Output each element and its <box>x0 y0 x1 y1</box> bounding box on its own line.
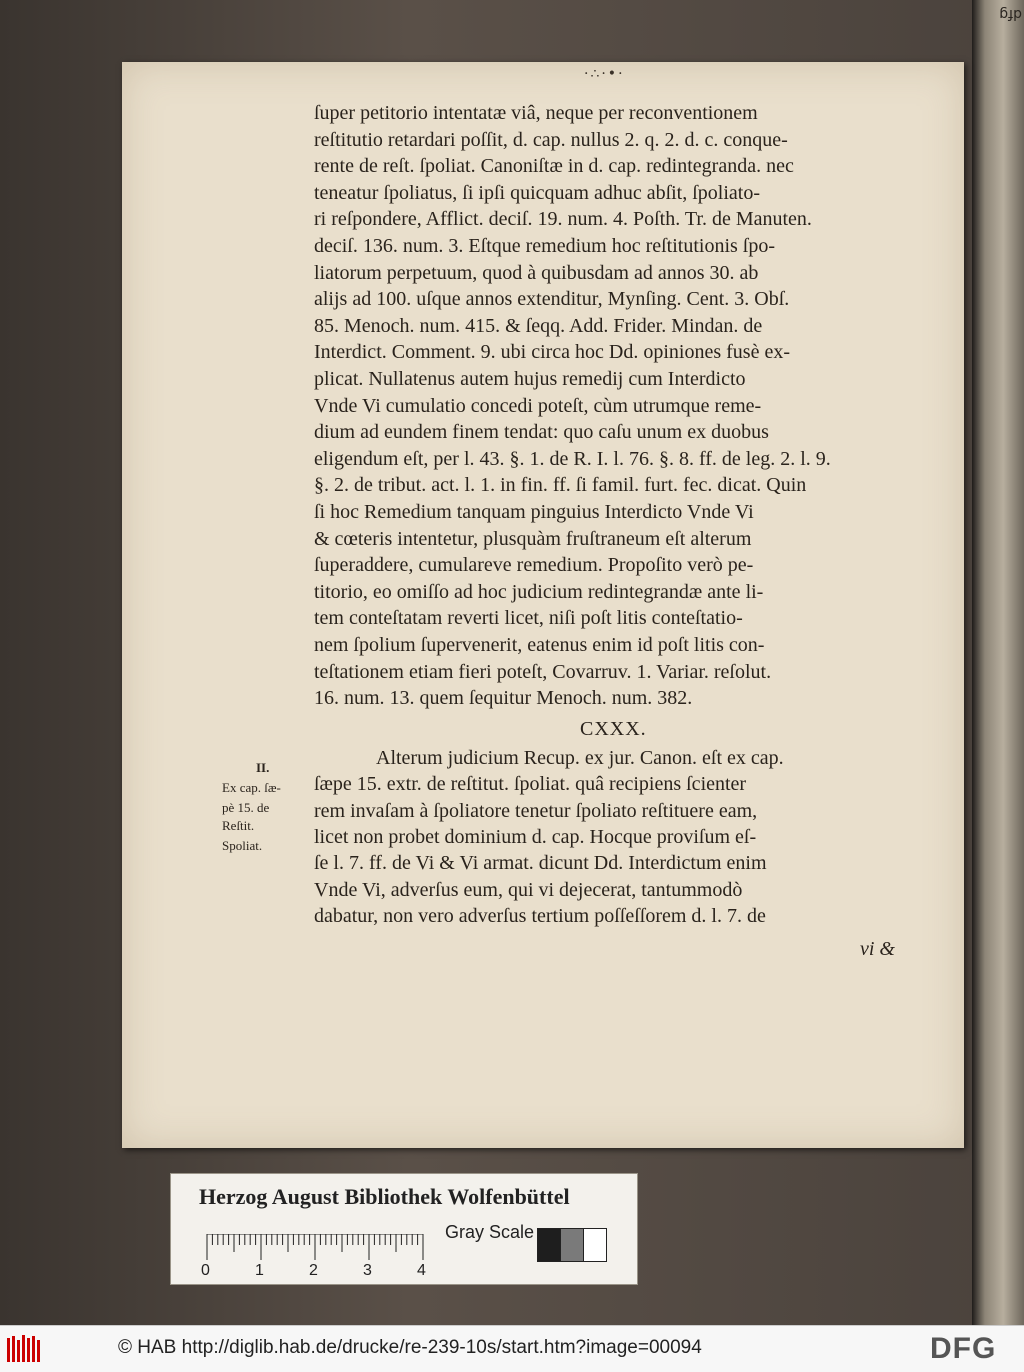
text-line: §. 2. de tribut. act. l. 1. in fin. ff. ſi famil. furt. fec. dicat. Quin <box>314 474 807 497</box>
text-line: 16. num. 13. quem ſequitur Menoch. num. 382. <box>314 687 693 710</box>
text-line: eligendum eſt, per l. 43. §. 1. de R. I. l. 76. §. 8. ff. de leg. 2. l. 9. <box>314 447 831 470</box>
margin-note: pè 15. de <box>222 800 270 815</box>
section-line: Vnde Vi, adverſus eum, qui vi dejecerat, tantummodò <box>314 878 743 901</box>
scale-card <box>170 1173 638 1285</box>
catchword: vi & <box>860 938 895 960</box>
text-line: Vnde Vi cumulatio concedi poteſt, cùm utrumque reme- <box>314 394 762 417</box>
text-line: 85. Menoch. num. 415. & ſeqq. Add. Frider. Mindan. de <box>314 314 763 337</box>
section-line: ſæpe 15. extr. de reſtitut. ſpoliat. quâ recipiens ſcienter <box>314 773 747 796</box>
text-line: teſtationem etiam fieri poteſt, Covarruv. 1. Variar. reſolut. <box>314 660 772 683</box>
gray-swatch <box>560 1228 584 1262</box>
section-line: dabatur, non vero adverſus tertium poſſeſſorem d. l. 7. de <box>314 904 766 927</box>
text-line: nem ſpolium ſupervenerit, eatenus enim id poſt litis con- <box>314 634 765 656</box>
adjacent-page-edge <box>972 0 1024 1325</box>
text-line: titorio, eo omiſſo ad hoc judicium redintegrandæ ante li- <box>314 580 764 603</box>
margin-note: Ex cap. ſæ- <box>222 780 281 795</box>
text-line: rente de reſt. ſpoliat. Canoniſtæ in d. cap. redintegranda. nec <box>314 155 794 178</box>
footer-bar <box>0 1325 1024 1372</box>
text-line: plicat. Nullatenus autem hujus remedij cum Interdicto <box>314 368 746 390</box>
text-line: alijs ad 100. uſque annos extenditur, Mynſing. Cent. 3. Obſ. <box>314 288 790 311</box>
text-line: teneatur ſpoliatus, ſi ipſi quicquam adhuc abſit, ſpoliato- <box>314 181 761 204</box>
text-line: deciſ. 136. num. 3. Eſtque remedium hoc reſtitutionis ſpo- <box>314 235 776 257</box>
section-line: rem invaſam à ſpoliatore tenetur ſpoliato reſtituere eam, <box>314 799 758 822</box>
ruler-number: 0 <box>201 1262 210 1279</box>
section-line: licet non probet dominium d. cap. Hocque proviſum eſ- <box>314 825 757 848</box>
ruler-number: 1 <box>255 1262 264 1279</box>
ruler <box>205 1234 425 1260</box>
text-line: liatorum perpetuum, quod à quibusdam ad annos 30. ab <box>314 261 759 284</box>
text-line: ſuper petitorio intentatæ viâ, neque per reconventionem <box>314 102 758 124</box>
margin-note: Spoliat. <box>222 838 263 853</box>
text-line: ſuperaddere, cumulareve remedium. Propoſito verò pe- <box>314 554 754 577</box>
copyright-url[interactable]: © HAB http://diglib.hab.de/drucke/re-239-10s/start.htm?image=00094 <box>118 1337 702 1358</box>
text-line: reſtitutio retardari poſſit, d. cap. nullus 2. q. 2. d. c. conque- <box>314 128 788 151</box>
section-heading: CXXX. <box>580 718 647 740</box>
margin-note: II. <box>256 760 270 775</box>
text-line: ri reſpondere, Afflict. deciſ. 19. num. 4. Poſth. Tr. de Manuten. <box>314 208 812 231</box>
text-line: Interdict. Comment. 9. ubi circa hoc Dd. opiniones fusè ex- <box>314 341 790 364</box>
edge-mark: dfg <box>999 6 1022 22</box>
text-line: ſi hoc Remedium tanquam pinguius Interdicto Vnde Vi <box>314 501 754 523</box>
dfg-logo: DFG <box>930 1332 997 1365</box>
hab-logo-icon <box>6 1334 44 1364</box>
gray-swatch <box>537 1228 561 1262</box>
ruler-number: 2 <box>309 1262 318 1279</box>
text-line: & cœteris intentetur, plusquàm fruſtraneum eſt alterum <box>314 527 752 550</box>
ruler-number: 3 <box>363 1262 372 1279</box>
gray-scale-label: Gray Scale <box>445 1222 535 1242</box>
ruler-number: 4 <box>417 1262 426 1279</box>
margin-note: Reſtit. <box>222 818 255 833</box>
section-line: ſe l. 7. ff. de Vi & Vi armat. dicunt Dd. Interdictum enim <box>314 852 767 875</box>
section-line: Alterum judicium Recup. ex jur. Canon. eſt ex cap. <box>376 747 784 769</box>
text-line: tem conteſtatam reverti licet, niſi poſt litis conteſtatio- <box>314 607 743 630</box>
page-header-ornament: ·∴·•· <box>584 66 625 82</box>
gray-swatch <box>583 1228 607 1262</box>
library-title: Herzog August Bibliothek Wolfenbüttel <box>199 1184 570 1209</box>
text-line: dium ad eundem finem tendat: quo caſu unum ex duobus <box>314 421 769 444</box>
